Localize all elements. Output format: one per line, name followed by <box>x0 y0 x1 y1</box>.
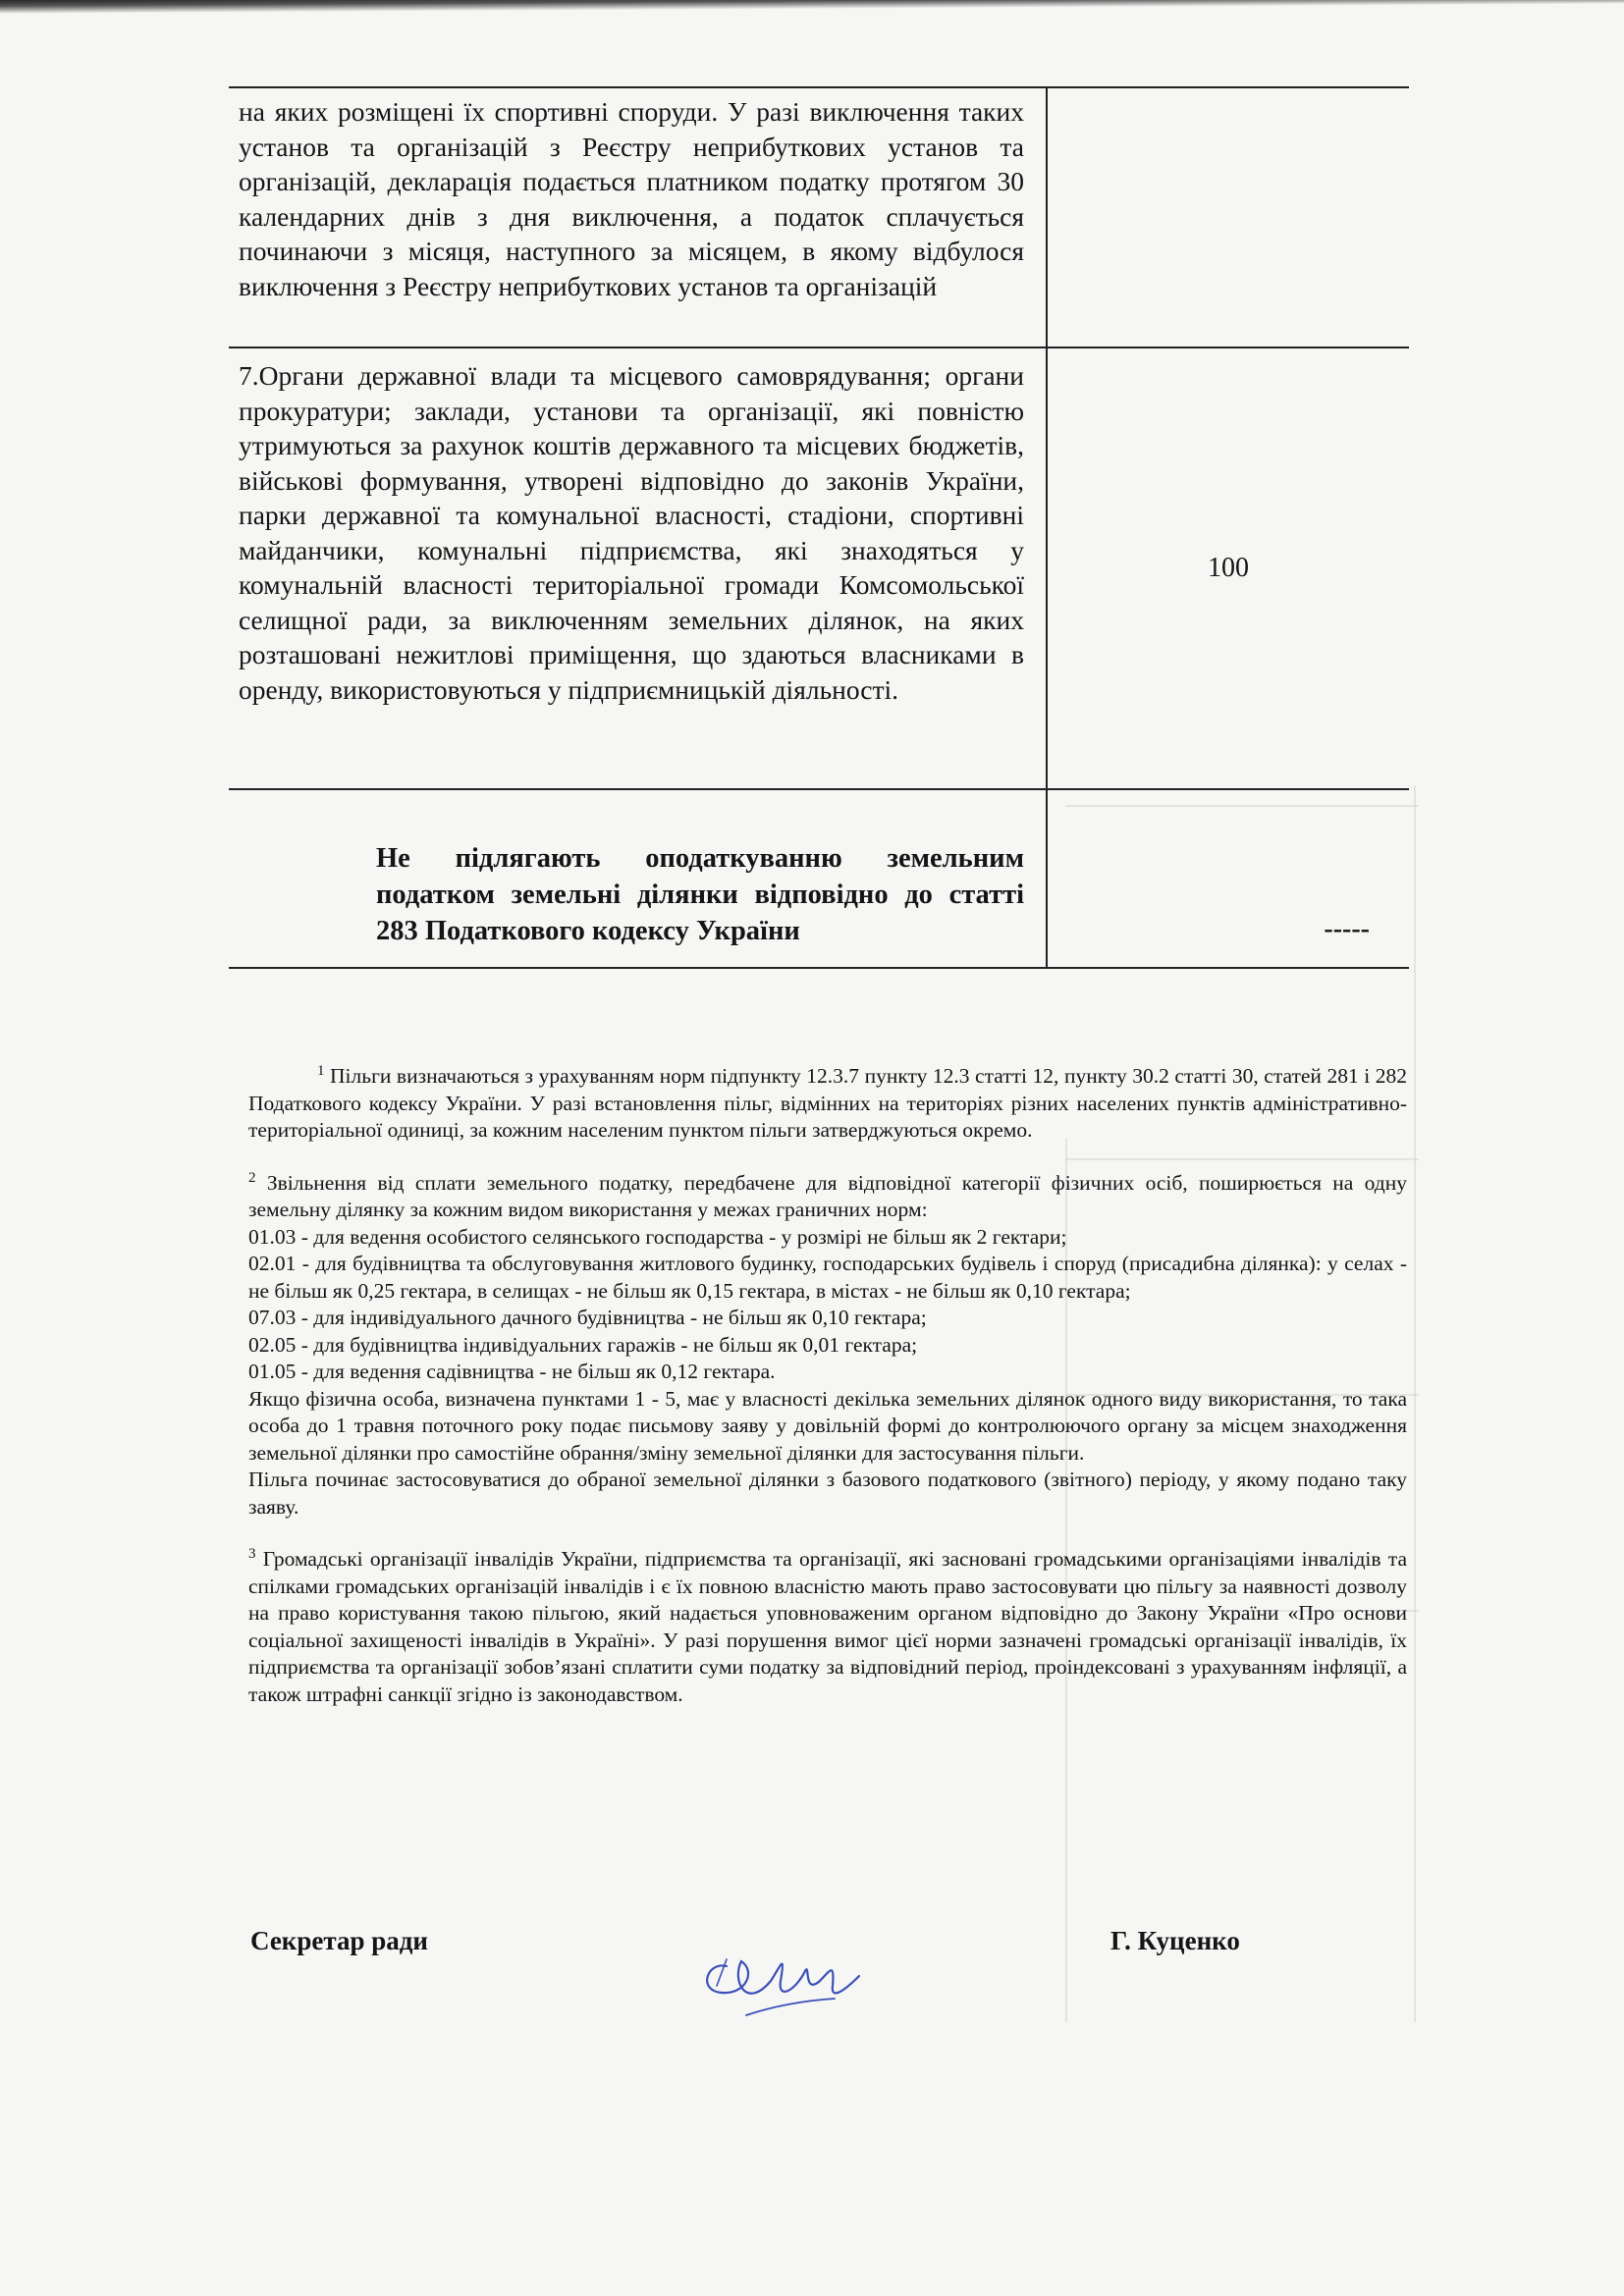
footnote-list-item: 02.01 - для будівництва та обслуговування житлового будинку, господарських будівель і споруд (присадибна ділянка): у селах - не більш як 0,25 гектара, в селищах - не більш як 0,15 гектара, в містах - не більш як 0,10 гектара; <box>248 1252 1407 1303</box>
footnote-paragraph: Якщо фізична особа, визначена пунктами 1 - 5, має у власності декілька земельних ділянок одного виду використання, то така особа до 1 травня поточного року подає письмову заяву у довільній формі до контролюючого органу за місцем знаходження земельної ділянки про самостійне обрання/зміну земельної ділянки для застосування пільги. <box>248 1386 1407 1465</box>
footnote-2 <box>248 1170 1407 1522</box>
row-description: на яких розміщені їх спортивні споруди. У разі виключення таких установ та організацій з Реєстру неприбуткових установ та організацій, декларація подається платником податку протягом 30 календарних днів з дня виключення, а податок сплачується починаючи з місяця, наступного за місяцем, в якому відбулося виключення з Реєстру неприбуткових установ та організацій <box>239 96 1024 301</box>
footnote-intro: Звільнення від сплати земельного податку, передбачене для відповідної категорії фізичних осіб, поширюється на одну земельну ділянку за кожним видом використання у межах граничних норм: <box>248 1170 1407 1221</box>
footnote-list-item: 07.03 - для індивідуального дачного будівництва - не більш як 0,10 гектара; <box>248 1306 927 1329</box>
signatory-name: Г. Куценко <box>1110 1926 1240 1955</box>
footnote-mark: 2 <box>248 1169 256 1186</box>
row-rate: ----- <box>1324 914 1370 944</box>
bleed-through-line <box>1414 785 1416 2022</box>
row-rate-cell <box>1047 87 1409 347</box>
scan-edge <box>0 0 1624 14</box>
footnotes <box>248 1063 1407 1734</box>
row-rate-cell <box>1047 789 1409 968</box>
footnote-text: Громадські організації інвалідів України, підприємства та організації, які засновані громадськими організаціями інвалідів та спілками громадських організацій інвалідів і є їх повною власністю мають право застосовувати цю пільгу за наявності дозволу на право користування такою пільгою, який надається уповноваженим органом відповідно до Закону України «Про основи соціальної захищеності інвалідів в Україні». У разі порушення вимог цієї норми зазначені громадські організації інвалідів, їх підприємства та організації зобов’язані сплатити суми податку за відповідний період, проіндексовані з урахуванням інфляції, а також штрафні санкції згідно із законодавством. <box>248 1547 1407 1706</box>
table-row <box>229 87 1409 347</box>
table-row <box>229 789 1409 968</box>
row-description: 7.Органи державної влади та місцевого самоврядування; органи прокуратури; заклади, установи та організації, які повністю утримуються за рахунок коштів державного та місцевих бюджетів, військові формування, утворені відповідно до законів України, парки державної та комунальної власності, стадіони, спортивні майданчики, комунальні підприємства, які знаходяться у комунальній власності територіальної громади Комсомольської селищної ради, за виключенням земельних ділянок, на яких розташовані нежитлові приміщення, що здаються власниками в оренду, використовуються у підприємницькій діяльності. <box>239 360 1024 705</box>
footnote-paragraph: Пільга починає застосовуватися до обраної земельної ділянки з базового податкового (звітного) періоду, у якому подано таку заяву. <box>248 1468 1407 1519</box>
footnote-1 <box>248 1063 1407 1145</box>
signatory-title: Секретар ради <box>250 1926 428 1955</box>
footnote-mark: 3 <box>248 1545 256 1562</box>
row-description: Не підлягають оподаткуванню земельним податком земельні ділянки відповідно до статті 283 Податкового кодексу України <box>376 843 1024 946</box>
footnote-list-item: 01.03 - для ведення особистого селянського господарства - у розмірі не більш як 2 гектари; <box>248 1224 1067 1249</box>
row-description-cell <box>229 789 1047 968</box>
row-rate-cell <box>1047 347 1409 789</box>
row-description-cell <box>229 87 1047 347</box>
handwritten-signature <box>687 1922 874 2030</box>
footnote-list-item: 02.05 - для будівництва індивідуальних гаражів - не більш як 0,01 гектара; <box>248 1332 918 1357</box>
footnote-mark: 1 <box>317 1062 325 1079</box>
footnote-text: Пільги визначаються з урахуванням норм підпункту 12.3.7 пункту 12.3 статті 12, пункту 30.2 статті 30, статей 281 і 282 Податкового кодексу України. У разі встановлення пільг, відмінних на територіях різних населених пунктів адміністративно-територіальної одиниці, за кожним населеним пунктом пільги затверджуються окремо. <box>248 1064 1407 1142</box>
table-row <box>229 347 1409 789</box>
row-description-cell <box>229 347 1047 789</box>
footnote-list-item: 01.05 - для ведення садівництва - не більш як 0,12 гектара. <box>248 1360 776 1383</box>
benefits-table <box>229 86 1409 969</box>
footnote-3 <box>248 1546 1407 1708</box>
row-rate: 100 <box>1208 553 1249 583</box>
